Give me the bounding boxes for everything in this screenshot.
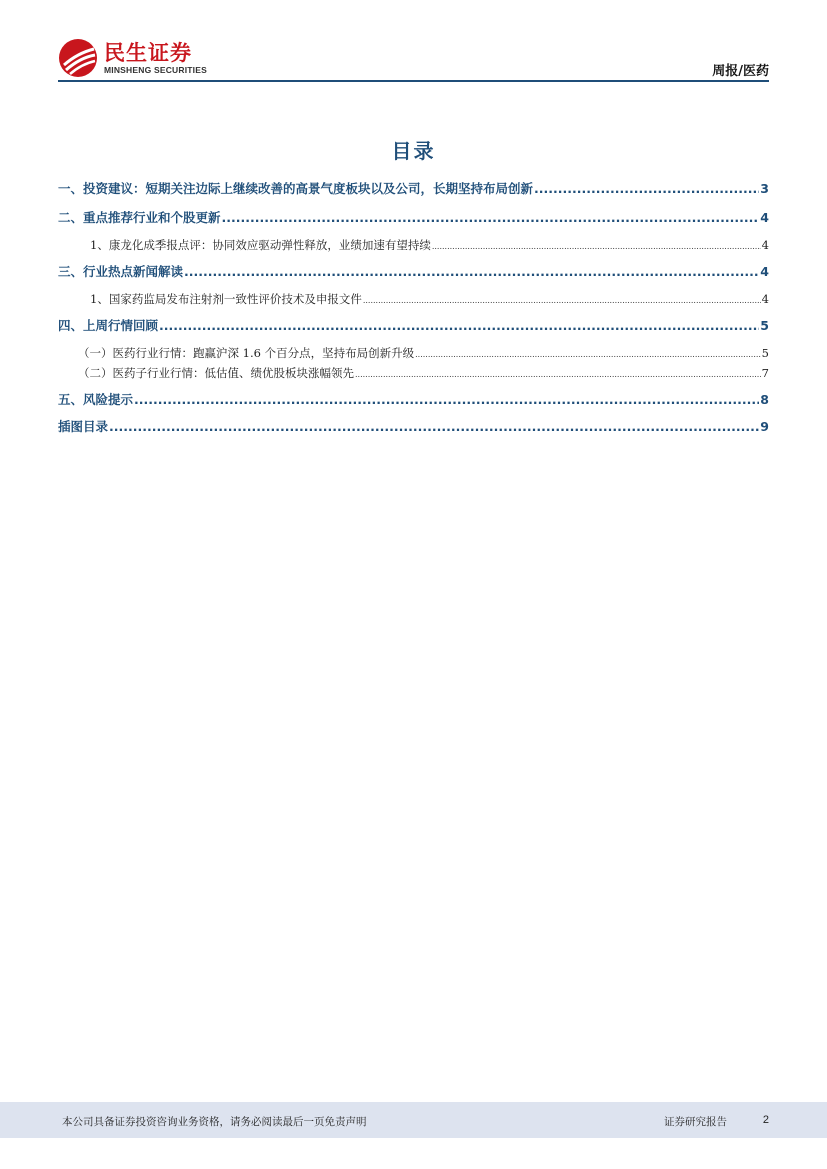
footer-page-number: 2 bbox=[762, 1114, 769, 1126]
toc-entry-figure-index[interactable] bbox=[58, 418, 769, 436]
toc-entry-page: 4 bbox=[760, 264, 769, 279]
toc-leader-dots bbox=[134, 391, 759, 409]
toc-entry-label: 三、行业热点新闻解读 bbox=[58, 264, 184, 279]
toc-entry-page: 8 bbox=[760, 392, 769, 407]
toc-entry-pharma-market[interactable] bbox=[58, 344, 769, 362]
toc-title: 目录 bbox=[391, 139, 436, 163]
toc-leader-dots bbox=[109, 418, 759, 436]
toc-leader-dots bbox=[355, 366, 761, 382]
toc-entry-kanglong-review[interactable] bbox=[58, 236, 769, 254]
page-footer bbox=[0, 1102, 827, 1138]
brand-name-cn: 民生证券 bbox=[104, 41, 192, 65]
toc-leader-dots bbox=[432, 238, 761, 254]
toc-entry-label: （一）医药行业行情：跑赢沪深 1.6 个百分点，坚持布局创新升级 bbox=[78, 346, 415, 360]
toc-entry-label: 1、康龙化成季报点评：协同效应驱动弹性释放，业绩加速有望持续 bbox=[90, 238, 431, 252]
toc-entry-investment-advice[interactable] bbox=[58, 180, 769, 198]
toc-entry-label: （二）医药子行业行情：低估值、绩优股板块涨幅领先 bbox=[78, 366, 354, 380]
toc-entry-page: 4 bbox=[761, 238, 769, 252]
toc-entry-label: 插图目录 bbox=[58, 419, 109, 434]
company-logo bbox=[58, 38, 207, 78]
toc-entry-key-recommendations[interactable] bbox=[58, 209, 769, 227]
footer-disclaimer: 本公司具备证券投资咨询业务资格，请务必阅读最后一页免责声明 bbox=[62, 1116, 367, 1128]
toc-leader-dots bbox=[363, 292, 761, 308]
toc-entry-market-review[interactable] bbox=[58, 317, 769, 335]
table-of-contents bbox=[58, 176, 769, 436]
toc-entry-label: 1、国家药监局发布注射剂一致性评价技术及申报文件 bbox=[90, 292, 362, 306]
toc-entry-label: 一、投资建议：短期关注边际上继续改善的高景气度板块以及公司，长期坚持布局创新 bbox=[58, 181, 534, 196]
toc-entry-page: 5 bbox=[761, 346, 769, 360]
toc-leader-dots bbox=[159, 317, 759, 335]
brand-name-en: MINSHENG SECURITIES bbox=[104, 65, 207, 75]
minsheng-logo-icon bbox=[58, 38, 98, 78]
toc-entry-label: 二、重点推荐行业和个股更新 bbox=[58, 210, 221, 225]
toc-leader-dots bbox=[184, 263, 759, 281]
toc-entry-page: 4 bbox=[760, 210, 769, 225]
toc-leader-dots bbox=[415, 346, 761, 362]
footer-doc-type: 证券研究报告 bbox=[664, 1116, 727, 1128]
toc-entry-label: 五、风险提示 bbox=[58, 392, 134, 407]
toc-entry-industry-news[interactable] bbox=[58, 263, 769, 281]
toc-entry-page: 5 bbox=[760, 318, 769, 333]
toc-entry-nmpa-injection[interactable] bbox=[58, 290, 769, 308]
toc-entry-page: 3 bbox=[760, 181, 769, 196]
toc-entry-label: 四、上周行情回顾 bbox=[58, 318, 159, 333]
toc-entry-risk-warning[interactable] bbox=[58, 391, 769, 409]
toc-leader-dots bbox=[534, 180, 759, 198]
toc-entry-sub-industry-market[interactable] bbox=[58, 364, 769, 382]
toc-leader-dots bbox=[222, 209, 760, 227]
toc-entry-page: 9 bbox=[760, 419, 769, 434]
toc-entry-page: 4 bbox=[761, 292, 769, 306]
header-divider bbox=[58, 80, 769, 82]
report-category: 周报/医药 bbox=[712, 64, 769, 79]
toc-entry-page: 7 bbox=[761, 366, 769, 380]
